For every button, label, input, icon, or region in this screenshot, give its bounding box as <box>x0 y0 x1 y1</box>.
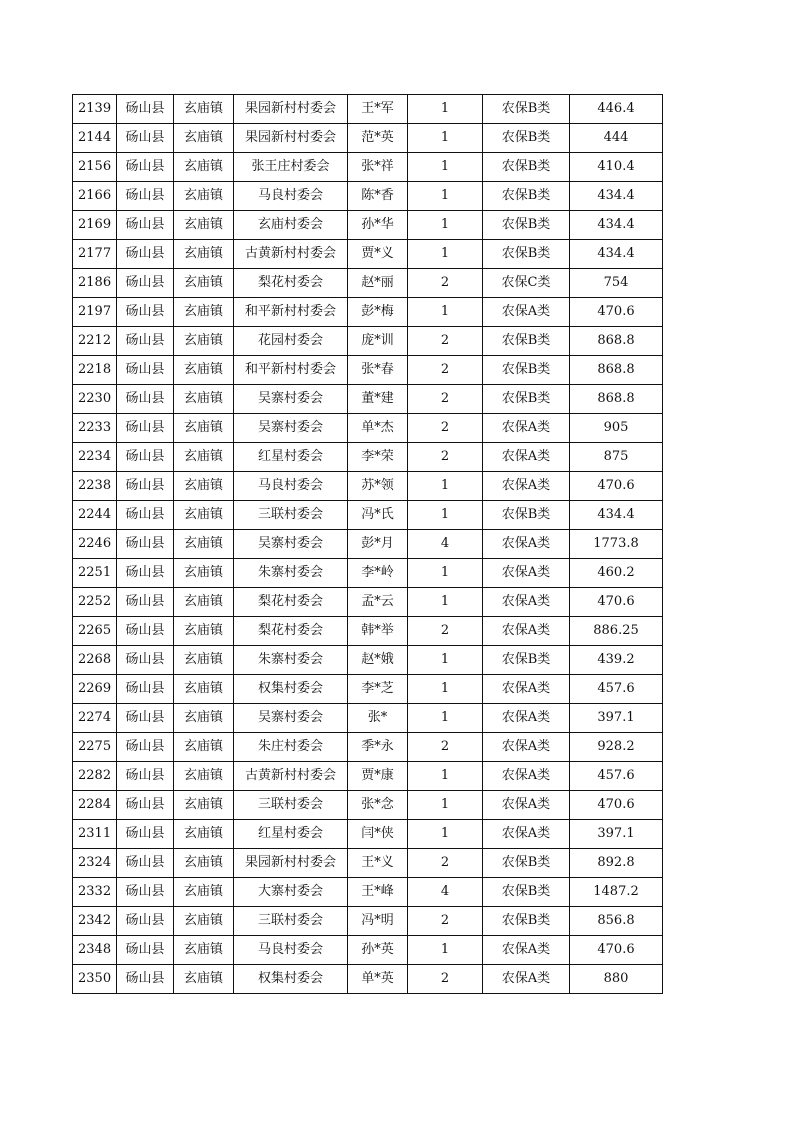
category-cell: 农保B类 <box>483 124 570 153</box>
record-id-cell: 2350 <box>73 965 117 994</box>
town-cell: 玄庙镇 <box>174 704 234 733</box>
category-cell: 农保A类 <box>483 472 570 501</box>
county-cell: 砀山县 <box>117 327 174 356</box>
county-cell: 砀山县 <box>117 762 174 791</box>
village-cell: 权集村委会 <box>234 675 348 704</box>
category-cell: 农保B类 <box>483 211 570 240</box>
table-row <box>73 704 663 733</box>
village-cell: 马良村委会 <box>234 472 348 501</box>
name-cell: 张* <box>348 704 408 733</box>
county-cell: 砀山县 <box>117 240 174 269</box>
record-id-cell: 2139 <box>73 95 117 124</box>
category-cell: 农保A类 <box>483 791 570 820</box>
town-cell: 玄庙镇 <box>174 443 234 472</box>
category-cell: 农保B类 <box>483 385 570 414</box>
town-cell: 玄庙镇 <box>174 211 234 240</box>
table-row <box>73 965 663 994</box>
name-cell: 贾*康 <box>348 762 408 791</box>
county-cell: 砀山县 <box>117 182 174 211</box>
record-id-cell: 2311 <box>73 820 117 849</box>
town-cell: 玄庙镇 <box>174 240 234 269</box>
amount-cell: 868.8 <box>570 385 663 414</box>
village-cell: 吴寨村委会 <box>234 704 348 733</box>
amount-cell: 444 <box>570 124 663 153</box>
village-cell: 和平新村村委会 <box>234 356 348 385</box>
village-cell: 玄庙村委会 <box>234 211 348 240</box>
table-row <box>73 182 663 211</box>
name-cell: 赵*娥 <box>348 646 408 675</box>
town-cell: 玄庙镇 <box>174 95 234 124</box>
count-cell: 2 <box>408 849 483 878</box>
count-cell: 1 <box>408 472 483 501</box>
count-cell: 2 <box>408 269 483 298</box>
record-id-cell: 2274 <box>73 704 117 733</box>
town-cell: 玄庙镇 <box>174 733 234 762</box>
name-cell: 季*永 <box>348 733 408 762</box>
record-id-cell: 2332 <box>73 878 117 907</box>
count-cell: 1 <box>408 820 483 849</box>
town-cell: 玄庙镇 <box>174 298 234 327</box>
record-id-cell: 2169 <box>73 211 117 240</box>
count-cell: 1 <box>408 124 483 153</box>
village-cell: 马良村委会 <box>234 182 348 211</box>
village-cell: 吴寨村委会 <box>234 414 348 443</box>
count-cell: 1 <box>408 646 483 675</box>
category-cell: 农保B类 <box>483 182 570 211</box>
category-cell: 农保B类 <box>483 501 570 530</box>
name-cell: 冯*氏 <box>348 501 408 530</box>
amount-cell: 434.4 <box>570 211 663 240</box>
record-id-cell: 2186 <box>73 269 117 298</box>
county-cell: 砀山县 <box>117 414 174 443</box>
town-cell: 玄庙镇 <box>174 762 234 791</box>
county-cell: 砀山县 <box>117 936 174 965</box>
village-cell: 马良村委会 <box>234 936 348 965</box>
village-cell: 花园村委会 <box>234 327 348 356</box>
count-cell: 1 <box>408 791 483 820</box>
record-id-cell: 2218 <box>73 356 117 385</box>
category-cell: 农保A类 <box>483 443 570 472</box>
count-cell: 1 <box>408 762 483 791</box>
record-id-cell: 2268 <box>73 646 117 675</box>
town-cell: 玄庙镇 <box>174 269 234 298</box>
town-cell: 玄庙镇 <box>174 501 234 530</box>
count-cell: 2 <box>408 356 483 385</box>
record-id-cell: 2197 <box>73 298 117 327</box>
record-id-cell: 2233 <box>73 414 117 443</box>
county-cell: 砀山县 <box>117 443 174 472</box>
amount-cell: 868.8 <box>570 327 663 356</box>
amount-cell: 434.4 <box>570 182 663 211</box>
record-id-cell: 2244 <box>73 501 117 530</box>
county-cell: 砀山县 <box>117 965 174 994</box>
county-cell: 砀山县 <box>117 211 174 240</box>
table-row <box>73 530 663 559</box>
amount-cell: 457.6 <box>570 675 663 704</box>
town-cell: 玄庙镇 <box>174 936 234 965</box>
record-id-cell: 2251 <box>73 559 117 588</box>
county-cell: 砀山县 <box>117 385 174 414</box>
name-cell: 陈*香 <box>348 182 408 211</box>
data-table <box>72 94 663 994</box>
name-cell: 闫*侠 <box>348 820 408 849</box>
name-cell: 王*义 <box>348 849 408 878</box>
county-cell: 砀山县 <box>117 124 174 153</box>
county-cell: 砀山县 <box>117 472 174 501</box>
name-cell: 庞*训 <box>348 327 408 356</box>
count-cell: 1 <box>408 95 483 124</box>
town-cell: 玄庙镇 <box>174 414 234 443</box>
category-cell: 农保A类 <box>483 559 570 588</box>
table-row <box>73 240 663 269</box>
table-row <box>73 820 663 849</box>
town-cell: 玄庙镇 <box>174 907 234 936</box>
county-cell: 砀山县 <box>117 269 174 298</box>
county-cell: 砀山县 <box>117 298 174 327</box>
county-cell: 砀山县 <box>117 356 174 385</box>
table-row <box>73 385 663 414</box>
amount-cell: 892.8 <box>570 849 663 878</box>
category-cell: 农保B类 <box>483 907 570 936</box>
name-cell: 贾*义 <box>348 240 408 269</box>
count-cell: 2 <box>408 733 483 762</box>
record-id-cell: 2275 <box>73 733 117 762</box>
name-cell: 冯*明 <box>348 907 408 936</box>
name-cell: 彭*月 <box>348 530 408 559</box>
table-row <box>73 124 663 153</box>
county-cell: 砀山县 <box>117 733 174 762</box>
record-id-cell: 2265 <box>73 617 117 646</box>
category-cell: 农保B类 <box>483 240 570 269</box>
village-cell: 三联村委会 <box>234 501 348 530</box>
count-cell: 1 <box>408 240 483 269</box>
amount-cell: 754 <box>570 269 663 298</box>
amount-cell: 1487.2 <box>570 878 663 907</box>
category-cell: 农保A类 <box>483 617 570 646</box>
amount-cell: 928.2 <box>570 733 663 762</box>
count-cell: 1 <box>408 211 483 240</box>
town-cell: 玄庙镇 <box>174 588 234 617</box>
category-cell: 农保A类 <box>483 733 570 762</box>
amount-cell: 886.25 <box>570 617 663 646</box>
town-cell: 玄庙镇 <box>174 124 234 153</box>
village-cell: 和平新村村委会 <box>234 298 348 327</box>
table-row <box>73 733 663 762</box>
table-row <box>73 907 663 936</box>
county-cell: 砀山县 <box>117 820 174 849</box>
record-id-cell: 2246 <box>73 530 117 559</box>
table-row <box>73 849 663 878</box>
table-row <box>73 211 663 240</box>
amount-cell: 434.4 <box>570 501 663 530</box>
name-cell: 苏*领 <box>348 472 408 501</box>
table-row <box>73 936 663 965</box>
village-cell: 梨花村委会 <box>234 617 348 646</box>
record-id-cell: 2284 <box>73 791 117 820</box>
table-row <box>73 269 663 298</box>
category-cell: 农保A类 <box>483 675 570 704</box>
category-cell: 农保B类 <box>483 153 570 182</box>
amount-cell: 410.4 <box>570 153 663 182</box>
county-cell: 砀山县 <box>117 501 174 530</box>
table-row <box>73 298 663 327</box>
town-cell: 玄庙镇 <box>174 530 234 559</box>
amount-cell: 470.6 <box>570 472 663 501</box>
amount-cell: 470.6 <box>570 588 663 617</box>
record-id-cell: 2234 <box>73 443 117 472</box>
record-id-cell: 2144 <box>73 124 117 153</box>
category-cell: 农保C类 <box>483 269 570 298</box>
village-cell: 果园新村村委会 <box>234 95 348 124</box>
town-cell: 玄庙镇 <box>174 327 234 356</box>
amount-cell: 856.8 <box>570 907 663 936</box>
village-cell: 古黄新村村委会 <box>234 762 348 791</box>
amount-cell: 470.6 <box>570 298 663 327</box>
count-cell: 1 <box>408 588 483 617</box>
category-cell: 农保A类 <box>483 414 570 443</box>
category-cell: 农保A类 <box>483 530 570 559</box>
name-cell: 彭*梅 <box>348 298 408 327</box>
amount-cell: 397.1 <box>570 820 663 849</box>
record-id-cell: 2177 <box>73 240 117 269</box>
table-row <box>73 588 663 617</box>
category-cell: 农保A类 <box>483 588 570 617</box>
village-cell: 吴寨村委会 <box>234 385 348 414</box>
county-cell: 砀山县 <box>117 95 174 124</box>
count-cell: 1 <box>408 182 483 211</box>
table-row <box>73 501 663 530</box>
county-cell: 砀山县 <box>117 907 174 936</box>
table-row <box>73 646 663 675</box>
town-cell: 玄庙镇 <box>174 472 234 501</box>
town-cell: 玄庙镇 <box>174 153 234 182</box>
amount-cell: 875 <box>570 443 663 472</box>
village-cell: 张王庄村委会 <box>234 153 348 182</box>
category-cell: 农保A类 <box>483 762 570 791</box>
village-cell: 吴寨村委会 <box>234 530 348 559</box>
count-cell: 4 <box>408 530 483 559</box>
name-cell: 孟*云 <box>348 588 408 617</box>
table-row <box>73 472 663 501</box>
village-cell: 果园新村村委会 <box>234 124 348 153</box>
county-cell: 砀山县 <box>117 849 174 878</box>
county-cell: 砀山县 <box>117 878 174 907</box>
amount-cell: 470.6 <box>570 936 663 965</box>
name-cell: 李*岭 <box>348 559 408 588</box>
category-cell: 农保B类 <box>483 356 570 385</box>
name-cell: 董*建 <box>348 385 408 414</box>
amount-cell: 446.4 <box>570 95 663 124</box>
town-cell: 玄庙镇 <box>174 849 234 878</box>
count-cell: 1 <box>408 501 483 530</box>
record-id-cell: 2166 <box>73 182 117 211</box>
name-cell: 张*祥 <box>348 153 408 182</box>
category-cell: 农保A类 <box>483 704 570 733</box>
name-cell: 单*杰 <box>348 414 408 443</box>
village-cell: 果园新村村委会 <box>234 849 348 878</box>
category-cell: 农保B类 <box>483 327 570 356</box>
count-cell: 2 <box>408 414 483 443</box>
village-cell: 大寨村委会 <box>234 878 348 907</box>
count-cell: 2 <box>408 617 483 646</box>
name-cell: 王*峰 <box>348 878 408 907</box>
town-cell: 玄庙镇 <box>174 878 234 907</box>
category-cell: 农保A类 <box>483 936 570 965</box>
amount-cell: 880 <box>570 965 663 994</box>
record-id-cell: 2212 <box>73 327 117 356</box>
table-row <box>73 356 663 385</box>
category-cell: 农保B类 <box>483 878 570 907</box>
category-cell: 农保A类 <box>483 965 570 994</box>
count-cell: 1 <box>408 559 483 588</box>
category-cell: 农保B类 <box>483 849 570 878</box>
table-row <box>73 762 663 791</box>
record-id-cell: 2324 <box>73 849 117 878</box>
count-cell: 1 <box>408 936 483 965</box>
name-cell: 范*英 <box>348 124 408 153</box>
name-cell: 王*军 <box>348 95 408 124</box>
record-id-cell: 2269 <box>73 675 117 704</box>
town-cell: 玄庙镇 <box>174 617 234 646</box>
name-cell: 孙*英 <box>348 936 408 965</box>
category-cell: 农保A类 <box>483 820 570 849</box>
table-row <box>73 791 663 820</box>
village-cell: 朱寨村委会 <box>234 559 348 588</box>
count-cell: 2 <box>408 965 483 994</box>
record-id-cell: 2230 <box>73 385 117 414</box>
amount-cell: 397.1 <box>570 704 663 733</box>
count-cell: 4 <box>408 878 483 907</box>
amount-cell: 905 <box>570 414 663 443</box>
town-cell: 玄庙镇 <box>174 820 234 849</box>
table-row <box>73 443 663 472</box>
county-cell: 砀山县 <box>117 791 174 820</box>
name-cell: 张*念 <box>348 791 408 820</box>
town-cell: 玄庙镇 <box>174 791 234 820</box>
village-cell: 红星村委会 <box>234 443 348 472</box>
count-cell: 1 <box>408 298 483 327</box>
town-cell: 玄庙镇 <box>174 182 234 211</box>
count-cell: 1 <box>408 153 483 182</box>
name-cell: 李*荣 <box>348 443 408 472</box>
category-cell: 农保B类 <box>483 646 570 675</box>
table-row <box>73 414 663 443</box>
town-cell: 玄庙镇 <box>174 965 234 994</box>
county-cell: 砀山县 <box>117 559 174 588</box>
record-id-cell: 2252 <box>73 588 117 617</box>
category-cell: 农保B类 <box>483 95 570 124</box>
name-cell: 孙*华 <box>348 211 408 240</box>
table-row <box>73 559 663 588</box>
name-cell: 李*芝 <box>348 675 408 704</box>
record-id-cell: 2238 <box>73 472 117 501</box>
count-cell: 2 <box>408 907 483 936</box>
village-cell: 三联村委会 <box>234 791 348 820</box>
name-cell: 张*春 <box>348 356 408 385</box>
town-cell: 玄庙镇 <box>174 559 234 588</box>
town-cell: 玄庙镇 <box>174 675 234 704</box>
name-cell: 韩*举 <box>348 617 408 646</box>
town-cell: 玄庙镇 <box>174 356 234 385</box>
village-cell: 权集村委会 <box>234 965 348 994</box>
village-cell: 梨花村委会 <box>234 588 348 617</box>
amount-cell: 868.8 <box>570 356 663 385</box>
table-row <box>73 617 663 646</box>
table-row <box>73 95 663 124</box>
count-cell: 2 <box>408 327 483 356</box>
name-cell: 单*英 <box>348 965 408 994</box>
count-cell: 1 <box>408 675 483 704</box>
town-cell: 玄庙镇 <box>174 646 234 675</box>
county-cell: 砀山县 <box>117 704 174 733</box>
village-cell: 古黄新村村委会 <box>234 240 348 269</box>
amount-cell: 470.6 <box>570 791 663 820</box>
table-body <box>73 95 663 994</box>
county-cell: 砀山县 <box>117 588 174 617</box>
town-cell: 玄庙镇 <box>174 385 234 414</box>
amount-cell: 457.6 <box>570 762 663 791</box>
village-cell: 三联村委会 <box>234 907 348 936</box>
count-cell: 2 <box>408 443 483 472</box>
county-cell: 砀山县 <box>117 153 174 182</box>
county-cell: 砀山县 <box>117 675 174 704</box>
village-cell: 红星村委会 <box>234 820 348 849</box>
category-cell: 农保A类 <box>483 298 570 327</box>
name-cell: 赵*丽 <box>348 269 408 298</box>
amount-cell: 460.2 <box>570 559 663 588</box>
count-cell: 1 <box>408 704 483 733</box>
count-cell: 2 <box>408 385 483 414</box>
county-cell: 砀山县 <box>117 530 174 559</box>
record-id-cell: 2156 <box>73 153 117 182</box>
table-row <box>73 153 663 182</box>
record-id-cell: 2348 <box>73 936 117 965</box>
record-id-cell: 2342 <box>73 907 117 936</box>
record-id-cell: 2282 <box>73 762 117 791</box>
village-cell: 朱庄村委会 <box>234 733 348 762</box>
amount-cell: 439.2 <box>570 646 663 675</box>
county-cell: 砀山县 <box>117 617 174 646</box>
amount-cell: 434.4 <box>570 240 663 269</box>
village-cell: 梨花村委会 <box>234 269 348 298</box>
amount-cell: 1773.8 <box>570 530 663 559</box>
village-cell: 朱寨村委会 <box>234 646 348 675</box>
table-row <box>73 327 663 356</box>
county-cell: 砀山县 <box>117 646 174 675</box>
table-row <box>73 675 663 704</box>
table-row <box>73 878 663 907</box>
